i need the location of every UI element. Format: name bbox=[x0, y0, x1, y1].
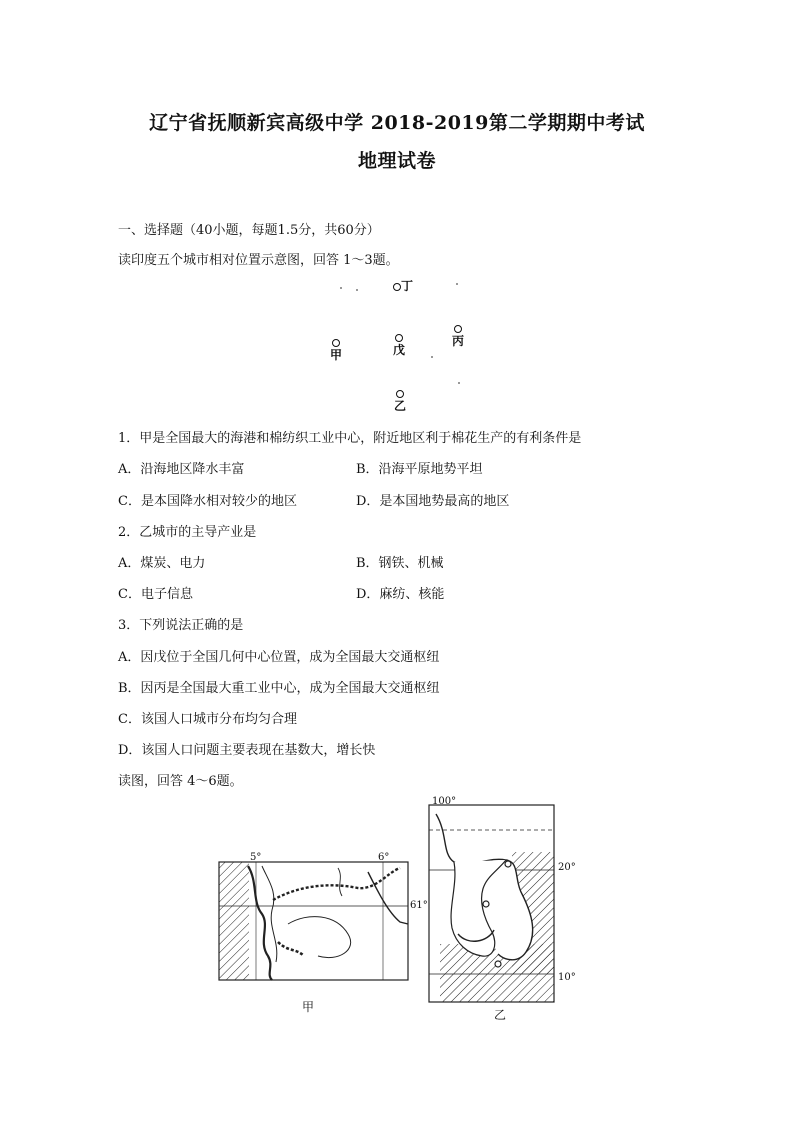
city-yi-marker bbox=[394, 387, 406, 413]
map-yi-figure bbox=[428, 804, 556, 1006]
map-yi-lon-top: 100° bbox=[432, 796, 457, 807]
q2-option-b: B．钢铁、机械 bbox=[356, 556, 444, 571]
q1-option-b: B．沿海平原地势平坦 bbox=[356, 462, 483, 477]
map-yi-lat-bottom: 10° bbox=[558, 972, 576, 983]
title-line-2: 地理试卷 bbox=[357, 150, 436, 172]
city-jia-label: 甲 bbox=[330, 348, 343, 362]
title-line-1: 辽宁省抚顺新宾高级中学 2018-2019第二学期期中考试 bbox=[149, 112, 645, 134]
city-wu-label: 戊 bbox=[393, 343, 406, 357]
city-ding-label: 丁 bbox=[401, 279, 414, 293]
q3-option-a: A．因戊位于全国几何中心位置，成为全国最大交通枢纽 bbox=[118, 650, 440, 665]
city-wu-marker bbox=[393, 331, 405, 357]
question-1-stem: 1．甲是全国最大的海港和棉纺织工业中心，附近地区利于棉花生产的有利条件是 bbox=[118, 431, 582, 446]
section-heading: 一、选择题（40小题，每题1.5分，共60分） bbox=[118, 223, 380, 238]
city-bing-label: 丙 bbox=[452, 334, 465, 348]
map-yi-lat-mid: 20° bbox=[558, 862, 576, 873]
map-jia bbox=[218, 852, 428, 1014]
q1-option-c: C．是本国降水相对较少的地区 bbox=[118, 494, 297, 509]
question-2-stem: 2．乙城市的主导产业是 bbox=[118, 525, 257, 540]
intro-questions-1-3: 读印度五个城市相对位置示意图，回答 1～3题。 bbox=[118, 253, 399, 268]
q1-option-a: A．沿海地区降水丰富 bbox=[118, 462, 245, 477]
q3-option-c: C．该国人口城市分布均匀合理 bbox=[118, 712, 297, 727]
map-jia-lon-left: 5° bbox=[250, 852, 262, 863]
city-bing-marker bbox=[452, 322, 464, 348]
city-jia-marker bbox=[330, 336, 342, 362]
q3-option-d: D．该国人口问题主要表现在基数大，增长快 bbox=[118, 743, 376, 758]
map-jia-figure bbox=[218, 852, 410, 982]
q1-option-d: D．是本国地势最高的地区 bbox=[356, 494, 510, 509]
question-3-stem: 3．下列说法正确的是 bbox=[118, 618, 244, 633]
map-jia-caption: 甲 bbox=[302, 1000, 315, 1014]
q2-option-c: C．电子信息 bbox=[118, 587, 193, 602]
map-jia-lon-right: 6° bbox=[378, 852, 390, 863]
map-yi bbox=[428, 796, 588, 1022]
intro-questions-4-6: 读图，回答 4～6题。 bbox=[118, 774, 243, 789]
q3-option-b: B．因丙是全国最大重工业中心，成为全国最大交通枢纽 bbox=[118, 681, 440, 696]
q2-option-d: D．麻纺、核能 bbox=[356, 587, 445, 602]
map-yi-caption: 乙 bbox=[494, 1008, 507, 1022]
city-yi-label: 乙 bbox=[394, 399, 407, 413]
q2-option-a: A．煤炭、电力 bbox=[118, 556, 206, 571]
city-ding-marker bbox=[393, 280, 413, 293]
map-jia-lat-right: 61° bbox=[410, 900, 428, 911]
